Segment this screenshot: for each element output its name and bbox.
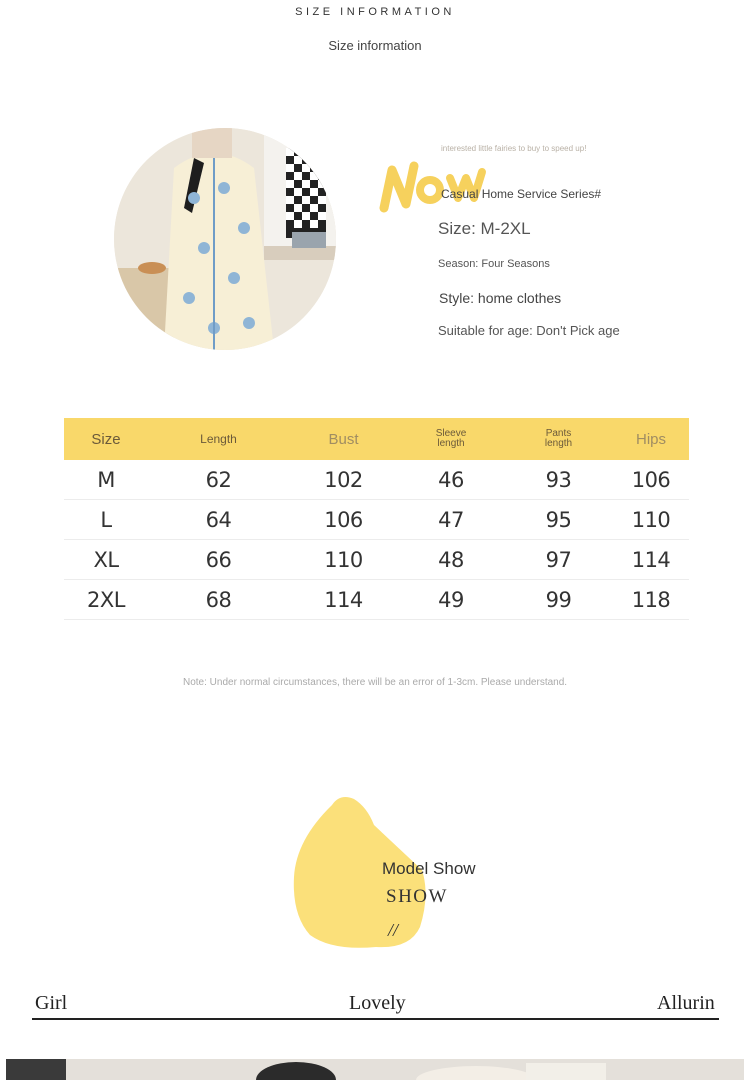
product-photo <box>114 128 336 350</box>
header-hips: Hips <box>635 430 666 448</box>
table-cell: 47 <box>438 507 464 532</box>
table-cell: 49 <box>438 587 464 612</box>
section-subtitle: Size information <box>328 38 422 53</box>
divider-line <box>32 1018 719 1020</box>
product-age: Suitable for age: Don't Pick age <box>438 323 620 338</box>
header-pants-length: Pants length <box>544 428 573 449</box>
header-sleeve-length: Sleeve length <box>435 428 467 449</box>
product-series: Casual Home Service Series# <box>441 187 602 201</box>
product-style: Style: home clothes <box>439 290 562 306</box>
decorative-slashes: // <box>388 920 399 940</box>
table-cell: 68 <box>205 587 232 612</box>
table-cell: 114 <box>631 547 671 572</box>
size-table <box>64 418 689 620</box>
section-title-en: SIZE INFORMATION <box>295 6 455 18</box>
measurement-note: Note: Under normal circumstances, there will be an error of 1-3cm. Please understand. <box>183 677 568 688</box>
model-show-title: Model Show <box>382 859 476 878</box>
table-cell: 97 <box>545 547 572 572</box>
table-cell: 62 <box>205 467 232 492</box>
table-cell: 95 <box>545 507 572 532</box>
table-cell: 110 <box>631 507 671 532</box>
tag-allurin: Allurin <box>657 992 715 1014</box>
table-row <box>64 540 689 580</box>
tag-lovely: Lovely <box>349 992 406 1014</box>
table-cell: 64 <box>205 507 232 532</box>
table-row <box>64 460 689 500</box>
table-row <box>64 580 689 620</box>
header-size: Size <box>91 430 121 448</box>
table-cell: 93 <box>545 467 572 492</box>
table-cell: XL <box>93 547 119 572</box>
table-cell: 118 <box>631 587 671 612</box>
table-cell: 48 <box>438 547 464 572</box>
promo-note: interested little fairies to buy to speed up! <box>441 144 587 153</box>
table-cell: 110 <box>324 547 363 572</box>
show-word: SHOW <box>386 886 448 907</box>
table-cell: 106 <box>324 507 363 532</box>
table-cell: 114 <box>324 587 363 612</box>
header-bust: Bust <box>328 430 359 448</box>
size-table-header <box>64 418 689 460</box>
table-cell: 2XL <box>87 587 125 612</box>
table-cell: M <box>97 467 115 492</box>
product-size-range: Size: M-2XL <box>438 219 531 238</box>
table-row <box>64 500 689 540</box>
table-cell: 99 <box>545 587 572 612</box>
model-photo-top-edge <box>6 1059 744 1080</box>
table-cell: L <box>100 507 112 532</box>
size-table-body <box>64 460 689 620</box>
table-cell: 102 <box>324 467 363 492</box>
header-length: Length <box>200 432 237 446</box>
product-season: Season: Four Seasons <box>438 258 550 270</box>
tag-girl: Girl <box>35 992 68 1014</box>
table-cell: 66 <box>205 547 232 572</box>
table-cell: 106 <box>631 467 671 492</box>
table-cell: 46 <box>438 467 464 492</box>
